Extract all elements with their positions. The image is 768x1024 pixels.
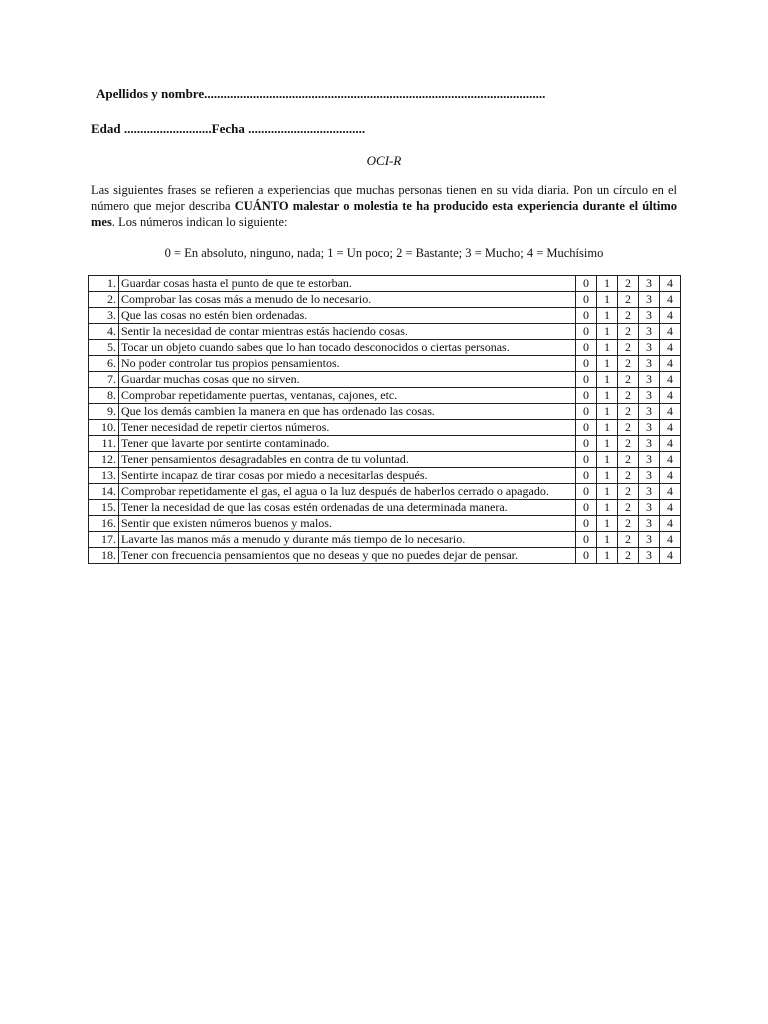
item-row bbox=[89, 372, 681, 388]
response-option-2[interactable]: 2 bbox=[618, 532, 639, 548]
item-number: 15. bbox=[89, 500, 119, 516]
response-option-1[interactable]: 1 bbox=[597, 372, 618, 388]
response-option-0[interactable]: 0 bbox=[576, 452, 597, 468]
response-option-4[interactable]: 4 bbox=[660, 484, 681, 500]
item-row bbox=[89, 404, 681, 420]
response-option-1[interactable]: 1 bbox=[597, 516, 618, 532]
item-number: 13. bbox=[89, 468, 119, 484]
response-option-4[interactable]: 4 bbox=[660, 468, 681, 484]
item-number: 5. bbox=[89, 340, 119, 356]
response-option-2[interactable]: 2 bbox=[618, 340, 639, 356]
item-row bbox=[89, 388, 681, 404]
response-option-2[interactable]: 2 bbox=[618, 468, 639, 484]
response-option-1[interactable]: 1 bbox=[597, 532, 618, 548]
response-option-1[interactable]: 1 bbox=[597, 308, 618, 324]
item-number: 8. bbox=[89, 388, 119, 404]
item-number: 1. bbox=[89, 276, 119, 292]
item-number: 4. bbox=[89, 324, 119, 340]
response-option-4[interactable]: 4 bbox=[660, 436, 681, 452]
response-option-3[interactable]: 3 bbox=[639, 356, 660, 372]
response-option-3[interactable]: 3 bbox=[639, 548, 660, 564]
item-number: 12. bbox=[89, 452, 119, 468]
response-option-0[interactable]: 0 bbox=[576, 356, 597, 372]
item-row bbox=[89, 516, 681, 532]
response-option-3[interactable]: 3 bbox=[639, 276, 660, 292]
item-number: 11. bbox=[89, 436, 119, 452]
response-option-4[interactable]: 4 bbox=[660, 420, 681, 436]
item-text: Comprobar repetidamente el gas, el agua o la luz después de haberlos cerrado o apagado. bbox=[119, 484, 576, 500]
item-number: 6. bbox=[89, 356, 119, 372]
response-option-3[interactable]: 3 bbox=[639, 388, 660, 404]
response-option-2[interactable]: 2 bbox=[618, 372, 639, 388]
questionnaire-title: OCI-R bbox=[366, 153, 402, 168]
age-date-field-line[interactable]: Edad ...........................Fecha .................................... bbox=[91, 121, 366, 136]
response-option-0[interactable]: 0 bbox=[576, 324, 597, 340]
instructions-text-2: . Los números indican lo siguiente: bbox=[111, 215, 288, 229]
response-option-0[interactable]: 0 bbox=[576, 388, 597, 404]
response-option-3[interactable]: 3 bbox=[639, 308, 660, 324]
item-row bbox=[89, 484, 681, 500]
item-row bbox=[89, 500, 681, 516]
response-option-0[interactable]: 0 bbox=[576, 404, 597, 420]
response-option-1[interactable]: 1 bbox=[597, 404, 618, 420]
response-option-2[interactable]: 2 bbox=[618, 356, 639, 372]
response-option-1[interactable]: 1 bbox=[597, 452, 618, 468]
item-row bbox=[89, 468, 681, 484]
response-option-3[interactable]: 3 bbox=[639, 324, 660, 340]
item-number: 3. bbox=[89, 308, 119, 324]
item-number: 17. bbox=[89, 532, 119, 548]
item-row bbox=[89, 452, 681, 468]
response-option-1[interactable]: 1 bbox=[597, 340, 618, 356]
response-option-4[interactable]: 4 bbox=[660, 452, 681, 468]
item-number: 14. bbox=[89, 484, 119, 500]
response-option-2[interactable]: 2 bbox=[618, 484, 639, 500]
item-text: Tener la necesidad de que las cosas estén ordenadas de una determinada manera. bbox=[119, 500, 576, 516]
response-option-2[interactable]: 2 bbox=[618, 388, 639, 404]
response-option-2[interactable]: 2 bbox=[618, 276, 639, 292]
response-option-1[interactable]: 1 bbox=[597, 276, 618, 292]
response-option-0[interactable]: 0 bbox=[576, 516, 597, 532]
response-option-4[interactable]: 4 bbox=[660, 532, 681, 548]
response-option-0[interactable]: 0 bbox=[576, 372, 597, 388]
items-table bbox=[88, 275, 681, 564]
response-option-3[interactable]: 3 bbox=[639, 500, 660, 516]
response-option-0[interactable]: 0 bbox=[576, 276, 597, 292]
response-option-2[interactable]: 2 bbox=[618, 292, 639, 308]
instructions-emphasis: CUÁNTO malestar o molestia te ha producido esta experiencia durante el último mes bbox=[91, 199, 677, 229]
response-option-2[interactable]: 2 bbox=[618, 548, 639, 564]
response-option-0[interactable]: 0 bbox=[576, 532, 597, 548]
response-option-2[interactable]: 2 bbox=[618, 324, 639, 340]
response-option-1[interactable]: 1 bbox=[597, 548, 618, 564]
response-option-4[interactable]: 4 bbox=[660, 372, 681, 388]
response-option-4[interactable]: 4 bbox=[660, 276, 681, 292]
response-option-0[interactable]: 0 bbox=[576, 420, 597, 436]
response-option-4[interactable]: 4 bbox=[660, 356, 681, 372]
response-option-0[interactable]: 0 bbox=[576, 484, 597, 500]
item-row bbox=[89, 356, 681, 372]
item-row bbox=[89, 340, 681, 356]
item-text: Tener que lavarte por sentirte contaminado. bbox=[119, 436, 576, 452]
item-text: Guardar cosas hasta el punto de que te estorban. bbox=[119, 276, 576, 292]
response-option-4[interactable]: 4 bbox=[660, 388, 681, 404]
response-option-1[interactable]: 1 bbox=[597, 388, 618, 404]
item-text: No poder controlar tus propios pensamientos. bbox=[119, 356, 576, 372]
response-option-0[interactable]: 0 bbox=[576, 500, 597, 516]
item-text: Tener necesidad de repetir ciertos números. bbox=[119, 420, 576, 436]
response-option-2[interactable]: 2 bbox=[618, 308, 639, 324]
instructions-text-1: Las siguientes frases se refieren a experiencias que muchas personas tienen en su vida diaria. Pon un círculo en el número que mejor describa bbox=[91, 183, 677, 213]
response-option-1[interactable]: 1 bbox=[597, 292, 618, 308]
item-text: Sentirte incapaz de tirar cosas por miedo a necesitarlas después. bbox=[119, 468, 576, 484]
item-text: Lavarte las manos más a menudo y durante más tiempo de lo necesario. bbox=[119, 532, 576, 548]
response-option-1[interactable]: 1 bbox=[597, 468, 618, 484]
response-option-1[interactable]: 1 bbox=[597, 500, 618, 516]
response-option-4[interactable]: 4 bbox=[660, 308, 681, 324]
response-option-3[interactable]: 3 bbox=[639, 292, 660, 308]
response-option-0[interactable]: 0 bbox=[576, 340, 597, 356]
response-option-4[interactable]: 4 bbox=[660, 340, 681, 356]
response-option-3[interactable]: 3 bbox=[639, 436, 660, 452]
item-number: 10. bbox=[89, 420, 119, 436]
name-field-line[interactable]: Apellidos y nombre......................................................................................................... bbox=[96, 86, 546, 101]
item-text: Tener con frecuencia pensamientos que no deseas y que no puedes dejar de pensar. bbox=[119, 548, 576, 564]
item-number: 9. bbox=[89, 404, 119, 420]
response-option-3[interactable]: 3 bbox=[639, 340, 660, 356]
response-option-2[interactable]: 2 bbox=[618, 404, 639, 420]
item-number: 7. bbox=[89, 372, 119, 388]
item-row bbox=[89, 420, 681, 436]
response-option-3[interactable]: 3 bbox=[639, 516, 660, 532]
item-text: Comprobar las cosas más a menudo de lo necesario. bbox=[119, 292, 576, 308]
instructions-paragraph bbox=[91, 182, 677, 230]
item-number: 2. bbox=[89, 292, 119, 308]
item-row bbox=[89, 532, 681, 548]
response-option-3[interactable]: 3 bbox=[639, 452, 660, 468]
item-row bbox=[89, 308, 681, 324]
response-option-0[interactable]: 0 bbox=[576, 308, 597, 324]
item-text: Comprobar repetidamente puertas, ventanas, cajones, etc. bbox=[119, 388, 576, 404]
response-option-1[interactable]: 1 bbox=[597, 324, 618, 340]
response-option-0[interactable]: 0 bbox=[576, 468, 597, 484]
item-text: Sentir la necesidad de contar mientras estás haciendo cosas. bbox=[119, 324, 576, 340]
response-option-2[interactable]: 2 bbox=[618, 420, 639, 436]
response-option-0[interactable]: 0 bbox=[576, 548, 597, 564]
item-row bbox=[89, 436, 681, 452]
item-row bbox=[89, 548, 681, 564]
item-number: 18. bbox=[89, 548, 119, 564]
response-option-3[interactable]: 3 bbox=[639, 372, 660, 388]
item-row bbox=[89, 276, 681, 292]
item-row bbox=[89, 292, 681, 308]
response-option-1[interactable]: 1 bbox=[597, 356, 618, 372]
item-row bbox=[89, 324, 681, 340]
item-number: 16. bbox=[89, 516, 119, 532]
item-text: Sentir que existen números buenos y malos. bbox=[119, 516, 576, 532]
item-text: Guardar muchas cosas que no sirven. bbox=[119, 372, 576, 388]
response-option-2[interactable]: 2 bbox=[618, 452, 639, 468]
response-option-4[interactable]: 4 bbox=[660, 516, 681, 532]
response-scale-legend: 0 = En absoluto, ninguno, nada; 1 = Un poco; 2 = Bastante; 3 = Mucho; 4 = Muchísimo bbox=[164, 246, 604, 260]
response-option-1[interactable]: 1 bbox=[597, 484, 618, 500]
response-option-3[interactable]: 3 bbox=[639, 484, 660, 500]
item-text: Tener pensamientos desagradables en contra de tu voluntad. bbox=[119, 452, 576, 468]
response-option-4[interactable]: 4 bbox=[660, 500, 681, 516]
item-text: Tocar un objeto cuando sabes que lo han tocado desconocidos o ciertas personas. bbox=[119, 340, 576, 356]
response-option-4[interactable]: 4 bbox=[660, 292, 681, 308]
response-option-1[interactable]: 1 bbox=[597, 436, 618, 452]
response-option-3[interactable]: 3 bbox=[639, 420, 660, 436]
response-option-2[interactable]: 2 bbox=[618, 500, 639, 516]
response-option-3[interactable]: 3 bbox=[639, 532, 660, 548]
response-option-4[interactable]: 4 bbox=[660, 404, 681, 420]
item-text: Que las cosas no estén bien ordenadas. bbox=[119, 308, 576, 324]
response-option-2[interactable]: 2 bbox=[618, 516, 639, 532]
response-option-3[interactable]: 3 bbox=[639, 404, 660, 420]
response-option-4[interactable]: 4 bbox=[660, 548, 681, 564]
response-option-2[interactable]: 2 bbox=[618, 436, 639, 452]
response-option-0[interactable]: 0 bbox=[576, 436, 597, 452]
response-option-1[interactable]: 1 bbox=[597, 420, 618, 436]
response-option-0[interactable]: 0 bbox=[576, 292, 597, 308]
item-text: Que los demás cambien la manera en que has ordenado las cosas. bbox=[119, 404, 576, 420]
response-option-3[interactable]: 3 bbox=[639, 468, 660, 484]
response-option-4[interactable]: 4 bbox=[660, 324, 681, 340]
